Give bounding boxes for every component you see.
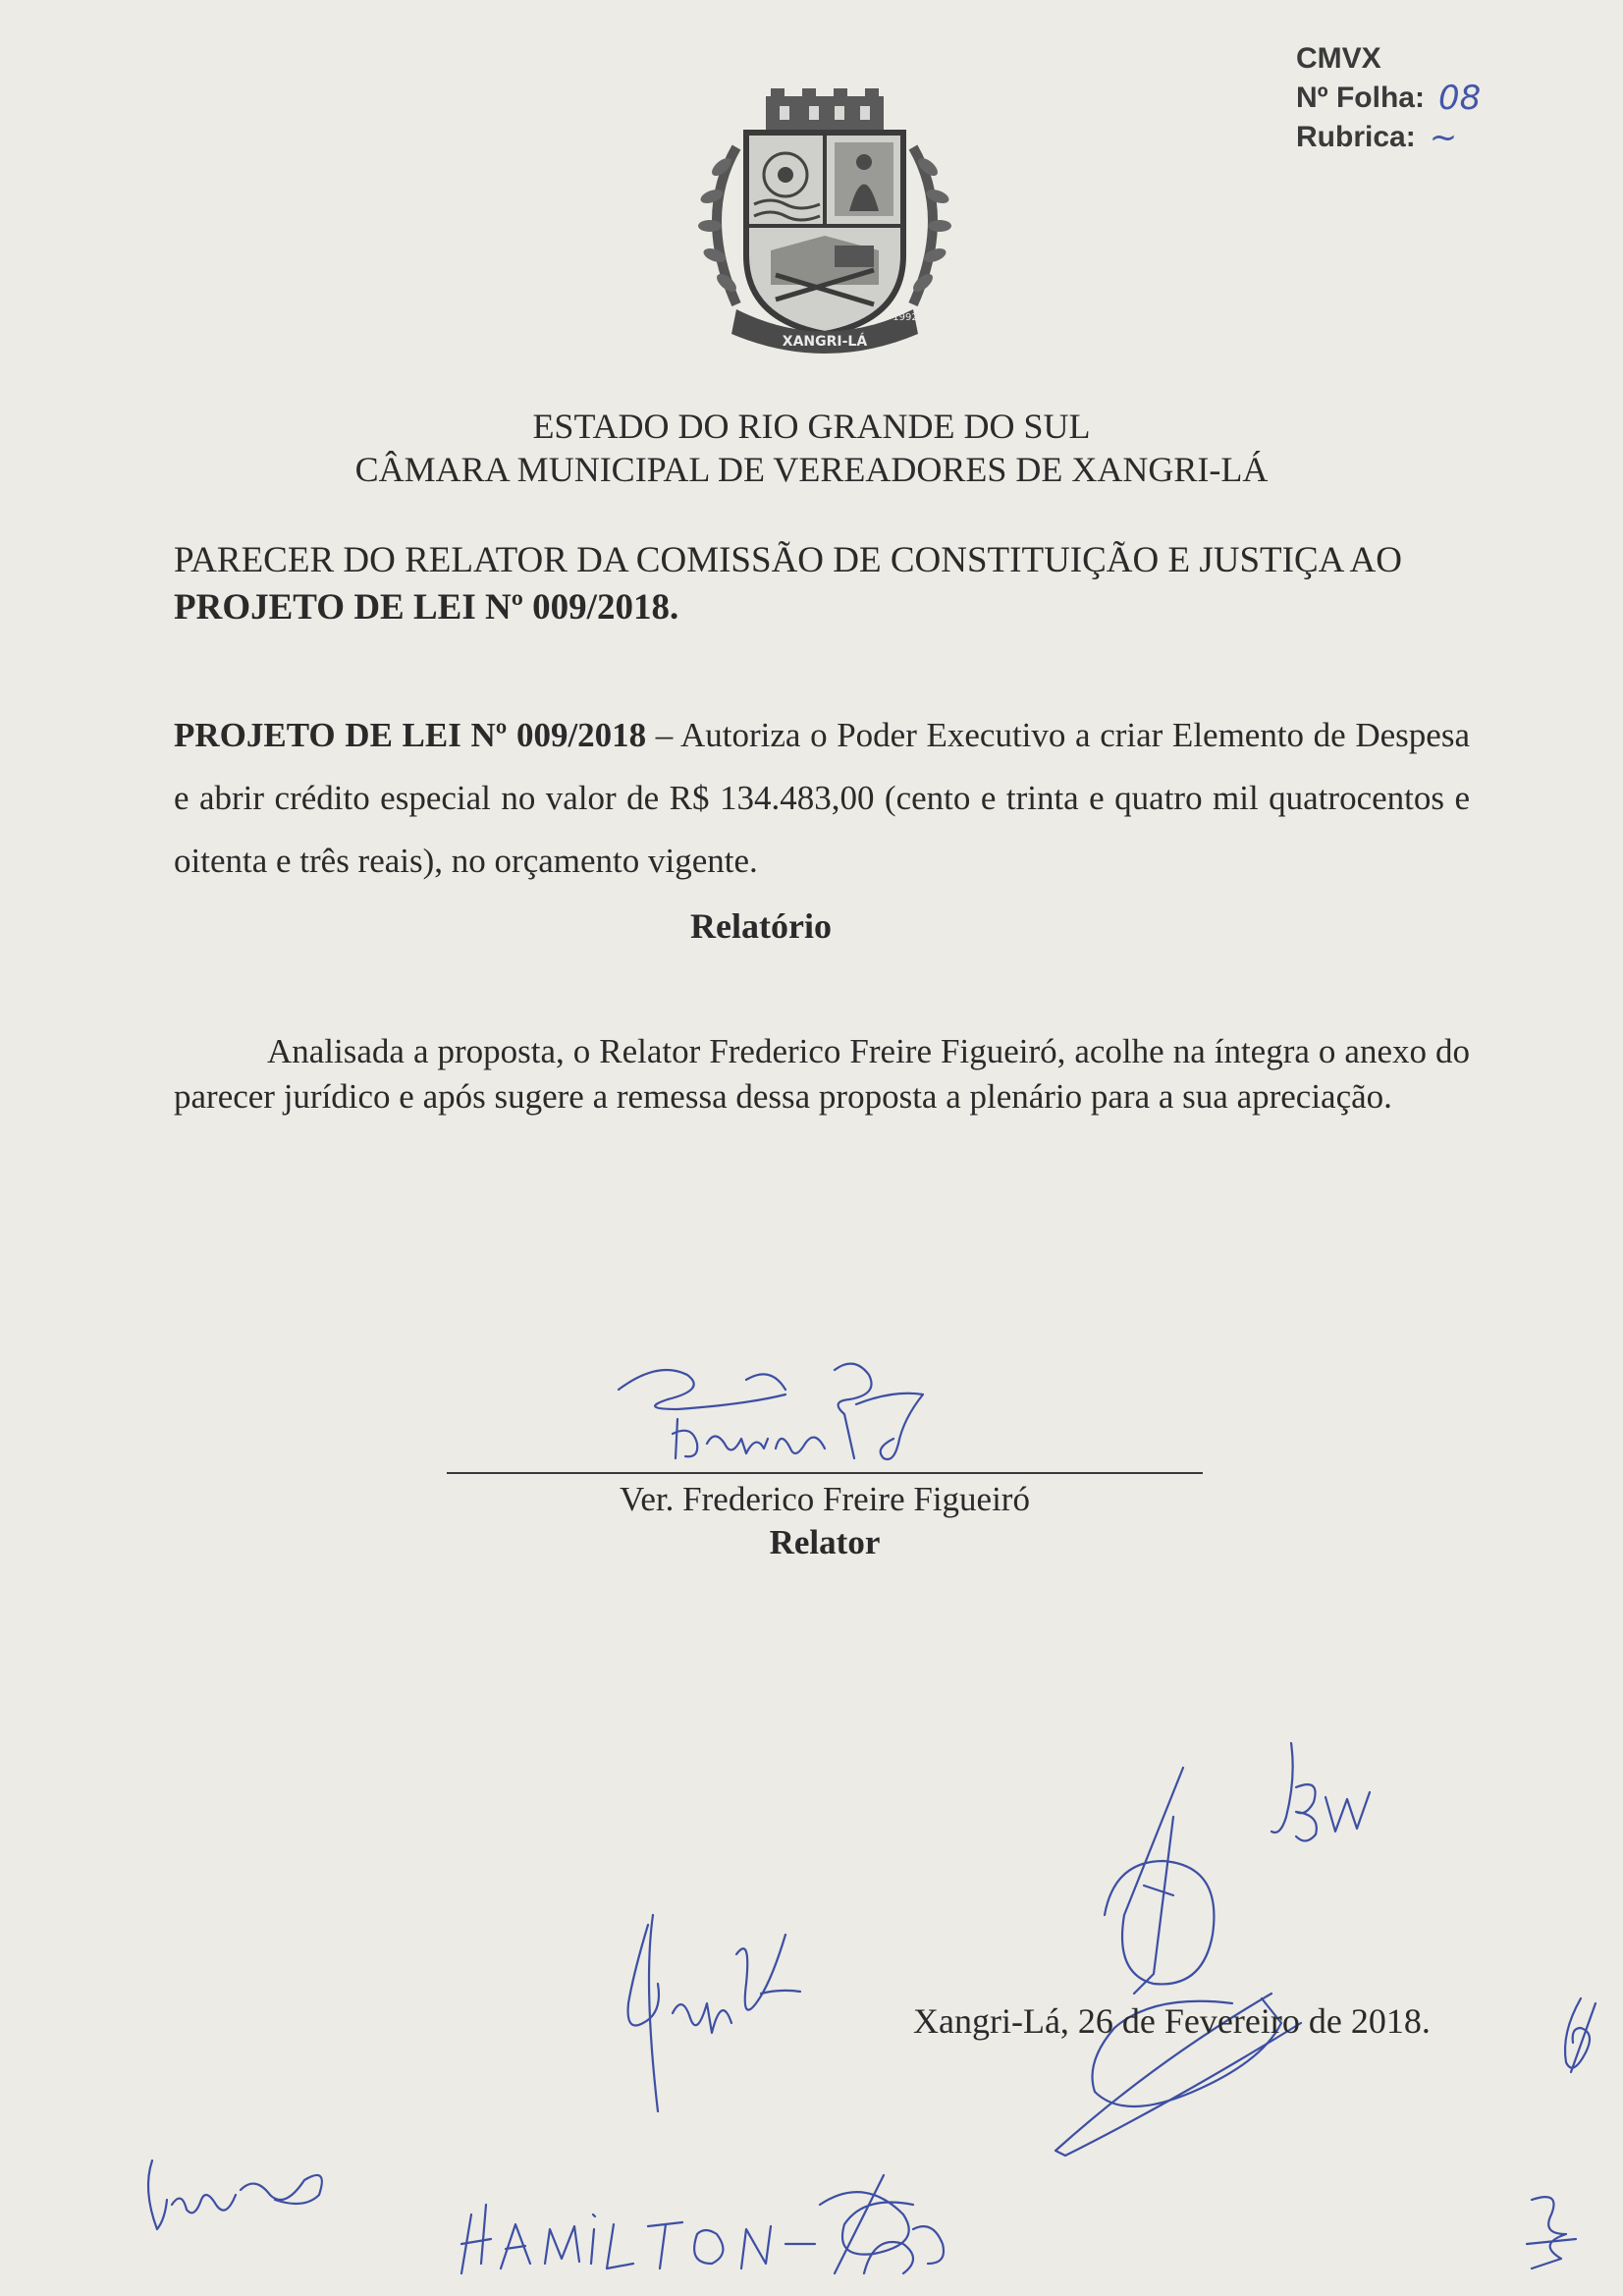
header-chamber: CÂMARA MUNICIPAL DE VEREADORES DE XANGRI-LÁ (354, 450, 1269, 489)
report-body: Analisada a proposta, o Relator Frederico Freire Figueiró, acolhe na íntegra o anexo do parecer jurídico e após sugere a remessa dessa proposta a plenário para a sua apreciação. (174, 1032, 1470, 1116)
rapporteur-signature-icon (599, 1350, 992, 1478)
report-heading: Relatório (690, 906, 832, 946)
corner-mark-icon (1512, 2190, 1591, 2278)
bill-summary-text: – Autoriza o Poder Executivo a criar Elemento de Despesa e abrir crédito especial no valor de R$ 134.483,00 (cento e trinta e quatro mil quatrocentos e oitenta e três reais), no orçamento vigente. (174, 716, 1470, 880)
edge-mark-icon (1551, 1994, 1610, 2082)
coat-of-arms-icon (677, 88, 972, 363)
signatory-role: Relator (769, 1523, 881, 1561)
signatory-block (447, 1478, 1203, 1564)
header-state: ESTADO DO RIO GRANDE DO SUL (532, 407, 1091, 446)
oval-signature-icon (1036, 1768, 1360, 2180)
svg-text:XANGRI-LÁ: XANGRI-LÁ (782, 334, 868, 350)
place-date: Xangri-Lá, 26 de Fevereiro de 2018. (913, 2001, 1431, 2041)
title-line1: PARECER DO RELATOR DA COMISSÃO DE CONSTITUIÇÃO E JUSTIÇA AO (174, 540, 1402, 580)
stamp-org: CMVX (1296, 42, 1381, 75)
bill-summary (174, 704, 1470, 893)
bottom-left-signature-icon (137, 2151, 334, 2239)
folha-stamp (1296, 39, 1551, 157)
left-signature-icon (614, 1895, 810, 2121)
title-line2: PROJETO DE LEI Nº 009/2018. (174, 587, 679, 628)
bottom-name-signature-icon (452, 2136, 982, 2283)
signatory-name: Ver. Frederico Freire Figueiró (620, 1480, 1030, 1518)
stamp-folha-value: 08 (1437, 79, 1482, 118)
document-title (174, 537, 1470, 631)
stamp-folha-label: Nº Folha: (1296, 82, 1425, 114)
bill-number: PROJETO DE LEI Nº 009/2018 (174, 716, 647, 754)
svg-text:1992: 1992 (893, 312, 918, 323)
signature-line (447, 1472, 1203, 1474)
stamp-rubrica-label: Rubrica: (1296, 121, 1416, 153)
stamp-rubrica-mark: ~ (1429, 118, 1458, 157)
